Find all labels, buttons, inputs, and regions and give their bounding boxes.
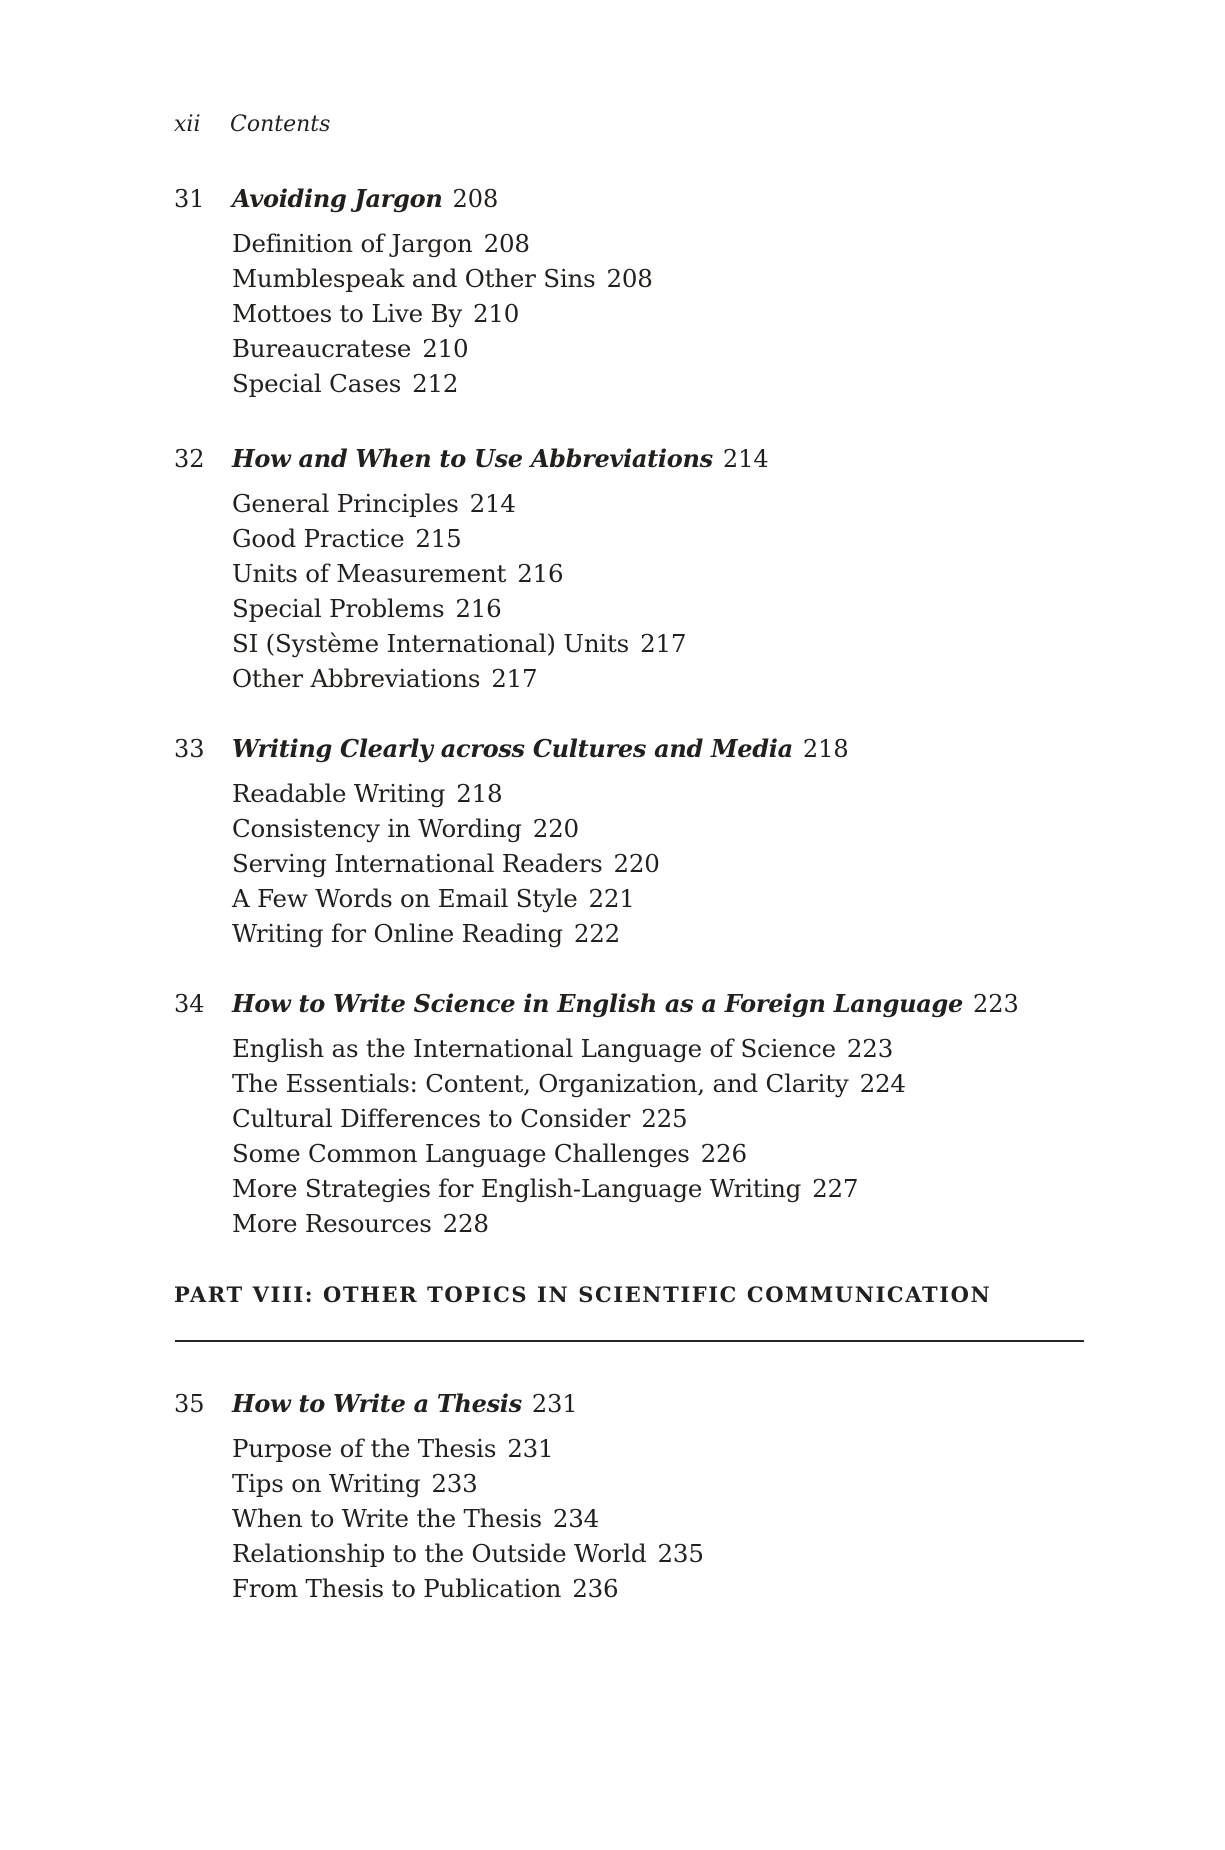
section-page-number: 224 — [859, 1069, 906, 1098]
toc-section-entry[interactable] — [232, 331, 1124, 366]
chapter-heading[interactable] — [174, 181, 1124, 217]
chapter-heading[interactable] — [174, 986, 1124, 1022]
chapter-page-number: 231 — [531, 1390, 578, 1418]
toc-section-entry[interactable] — [232, 1031, 1124, 1066]
toc-section-entry[interactable] — [232, 1101, 1124, 1136]
section-title: Mottoes to Live By — [232, 299, 462, 328]
toc-chapter — [174, 441, 1124, 696]
section-page-number: 218 — [456, 779, 503, 808]
toc-section-entry[interactable] — [232, 811, 1124, 846]
section-page-number: 214 — [469, 489, 516, 518]
chapter-page-number: 208 — [452, 185, 499, 213]
section-page-number: 236 — [572, 1574, 619, 1603]
toc-section-entry[interactable] — [232, 1066, 1124, 1101]
chapter-title: Avoiding Jargon — [232, 184, 443, 213]
section-page-number: 222 — [573, 919, 620, 948]
section-page-number: 210 — [473, 299, 520, 328]
section-page-number: 216 — [455, 594, 502, 623]
chapter-number: 32 — [174, 445, 205, 473]
section-page-number: 235 — [657, 1539, 704, 1568]
section-title: Special Problems — [232, 594, 445, 623]
section-title: English as the International Language of Science — [232, 1034, 836, 1063]
chapter-heading[interactable] — [174, 441, 1124, 477]
toc-chapter — [174, 986, 1124, 1241]
page-folio: xii — [174, 112, 201, 137]
toc-chapter — [174, 731, 1124, 951]
section-page-number: 221 — [588, 884, 635, 913]
toc-section-entry[interactable] — [232, 521, 1124, 556]
section-title: From Thesis to Publication — [232, 1574, 562, 1603]
section-page-number: 223 — [846, 1034, 894, 1063]
section-page-number: 216 — [517, 559, 564, 588]
running-head — [174, 112, 330, 137]
toc-section-entry[interactable] — [232, 486, 1124, 521]
toc-section-entry[interactable] — [232, 366, 1124, 401]
toc-section-entry[interactable] — [232, 556, 1124, 591]
section-list — [232, 1431, 1124, 1606]
section-title: Definition of Jargon — [232, 229, 473, 258]
section-title: Relationship to the Outside World — [232, 1539, 647, 1568]
section-page-number: 233 — [431, 1469, 478, 1498]
part-heading: PART VIII: OTHER TOPICS IN SCIENTIFIC COMMUNICATION — [174, 1282, 992, 1307]
section-title: SI (Système International) Units — [232, 629, 630, 658]
chapter-page-number: 214 — [722, 445, 769, 473]
toc-section-entry[interactable] — [232, 916, 1124, 951]
chapter-title: How to Write Science in English as a Foreign Language — [232, 989, 963, 1018]
toc-section-entry[interactable] — [232, 846, 1124, 881]
toc-section-entry[interactable] — [232, 881, 1124, 916]
toc-chapter — [174, 181, 1124, 401]
chapter-number: 34 — [174, 990, 205, 1018]
toc-section-entry[interactable] — [232, 1171, 1124, 1206]
chapter-title: How to Write a Thesis — [232, 1389, 522, 1418]
section-title: Other Abbreviations — [232, 664, 481, 693]
toc-section-entry[interactable] — [232, 626, 1124, 661]
section-title: Mumblespeak and Other Sins — [232, 264, 596, 293]
toc-section-entry[interactable] — [232, 296, 1124, 331]
chapter-page-number: 223 — [973, 990, 1019, 1018]
section-page-number: 226 — [700, 1139, 747, 1168]
section-page-number: 217 — [491, 664, 538, 693]
section-page-number: 215 — [415, 524, 462, 553]
section-page-number: 208 — [483, 229, 530, 258]
toc-section-entry[interactable] — [232, 226, 1124, 261]
section-title: Units of Measurement — [232, 559, 507, 588]
section-title: Special Cases — [232, 369, 402, 398]
section-title: Good Practice — [232, 524, 405, 553]
toc-section-entry[interactable] — [232, 776, 1124, 811]
toc-section-entry[interactable] — [232, 1501, 1124, 1536]
section-page-number: 225 — [641, 1104, 688, 1133]
section-page-number: 212 — [412, 369, 459, 398]
section-list — [232, 486, 1124, 696]
section-page-number: 210 — [422, 334, 469, 363]
section-page-number: 227 — [812, 1174, 859, 1203]
running-head-title: Contents — [230, 112, 331, 137]
section-page-number: 228 — [442, 1209, 489, 1238]
section-title: Readable Writing — [232, 779, 446, 808]
toc-chapter — [174, 1386, 1124, 1606]
section-title: More Strategies for English-Language Writing — [232, 1174, 802, 1203]
chapter-number: 35 — [174, 1390, 205, 1418]
toc-section-entry[interactable] — [232, 261, 1124, 296]
section-page-number: 231 — [507, 1434, 554, 1463]
toc-section-entry[interactable] — [232, 1571, 1124, 1606]
section-page-number: 234 — [552, 1504, 600, 1533]
section-page-number: 220 — [532, 814, 579, 843]
toc-section-entry[interactable] — [232, 1431, 1124, 1466]
toc-section-entry[interactable] — [232, 661, 1124, 696]
chapter-number: 33 — [174, 735, 205, 763]
section-title: The Essentials: Content, Organization, and Clarity — [232, 1069, 849, 1098]
chapter-title: Writing Clearly across Cultures and Media — [232, 734, 793, 763]
section-title: Bureaucratese — [232, 334, 412, 363]
toc-section-entry[interactable] — [232, 591, 1124, 626]
section-title: Purpose of the Thesis — [232, 1434, 497, 1463]
section-title: Writing for Online Reading — [232, 919, 563, 948]
section-title: When to Write the Thesis — [232, 1504, 542, 1533]
section-title: More Resources — [232, 1209, 432, 1238]
section-page-number: 208 — [606, 264, 653, 293]
section-title: Cultural Differences to Consider — [232, 1104, 631, 1133]
chapter-title: How and When to Use Abbreviations — [232, 444, 713, 473]
section-title: A Few Words on Email Style — [232, 884, 578, 913]
chapter-number: 31 — [174, 185, 205, 213]
toc-section-entry[interactable] — [232, 1536, 1124, 1571]
chapter-heading[interactable] — [174, 731, 1124, 767]
chapter-heading[interactable] — [174, 1386, 1124, 1422]
section-title: Some Common Language Challenges — [232, 1139, 690, 1168]
chapter-page-number: 218 — [802, 735, 849, 763]
section-title: Serving International Readers — [232, 849, 603, 878]
section-page-number: 217 — [640, 629, 687, 658]
section-page-number: 220 — [613, 849, 660, 878]
section-list — [232, 1031, 1124, 1241]
section-list — [232, 226, 1124, 401]
section-list — [232, 776, 1124, 951]
toc-section-entry[interactable] — [232, 1136, 1124, 1171]
section-title: Tips on Writing — [232, 1469, 421, 1498]
section-title: Consistency in Wording — [232, 814, 522, 843]
toc-section-entry[interactable] — [232, 1466, 1124, 1501]
section-title: General Principles — [232, 489, 459, 518]
part-divider — [175, 1340, 1084, 1342]
toc-section-entry[interactable] — [232, 1206, 1124, 1241]
